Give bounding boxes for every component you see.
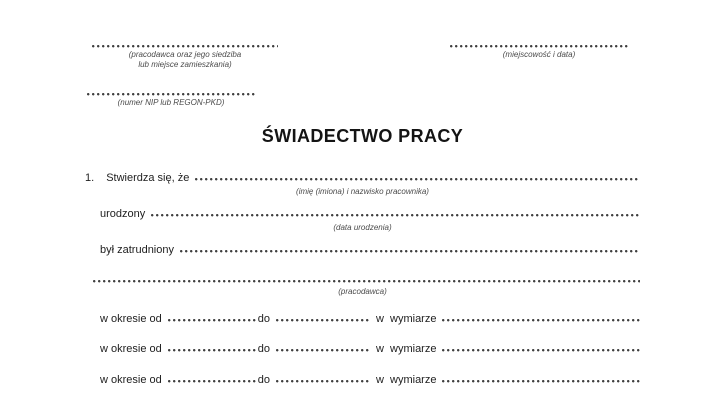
period-from-label: w okresie od <box>100 313 162 325</box>
period-to-fill <box>276 379 370 383</box>
period-to-fill <box>276 348 370 352</box>
employer-field-caption <box>92 50 278 70</box>
employer-caption: (pracodawca) <box>338 287 387 296</box>
period-extent-label: w wymiarze <box>376 343 437 355</box>
document-title: ŚWIADECTWO PRACY <box>261 126 464 146</box>
period-from-fill <box>168 348 258 352</box>
nip-fill-line <box>87 92 255 96</box>
period-from-fill <box>168 379 258 383</box>
employee-name-fill-line <box>195 177 640 181</box>
place-date-fill-line <box>450 44 628 48</box>
employment-fill-line <box>180 249 640 253</box>
period-extent-fill <box>442 379 640 383</box>
employment-row <box>100 244 640 257</box>
nip-field-caption: (numer NIP lub REGON-PKD) <box>117 98 225 107</box>
period-to-label: do <box>257 374 271 386</box>
birth-row <box>100 208 640 221</box>
employed-label: był zatrudniony <box>100 244 174 256</box>
employer-field-caption-line2: lub miejsce zamieszkania) <box>138 60 232 69</box>
born-label: urodzony <box>100 208 146 220</box>
period-extent-fill <box>442 318 640 322</box>
period-from-label: w okresie od <box>100 343 162 355</box>
employee-name-caption: (imię (imiona) i nazwisko pracownika) <box>296 187 429 196</box>
statement-label: Stwierdza się, że <box>106 172 190 184</box>
birth-date-caption: (data urodzenia) <box>333 223 392 232</box>
period-row <box>100 343 640 356</box>
period-to-label: do <box>257 313 271 325</box>
nip-field <box>87 92 255 108</box>
period-from-fill <box>168 318 258 322</box>
period-extent-label: w wymiarze <box>376 313 437 325</box>
employer-name-fill-line <box>93 279 640 283</box>
period-row <box>100 313 640 326</box>
period-from-label: w okresie od <box>100 374 162 386</box>
period-extent-label: w wymiarze <box>376 374 437 386</box>
statement-row <box>85 172 640 185</box>
period-to-label: do <box>257 343 271 355</box>
item-number: 1. <box>85 172 95 184</box>
place-date-caption: (miejscowość i data) <box>502 50 576 59</box>
birth-date-fill-line <box>151 213 640 217</box>
period-to-fill <box>276 318 370 322</box>
employer-fill-line <box>92 44 278 48</box>
period-row <box>100 374 640 387</box>
employer-field-caption-line1: (pracodawca oraz jego siedziba <box>128 50 242 59</box>
employer-field <box>92 44 278 70</box>
place-date-field <box>450 44 628 60</box>
period-extent-fill <box>442 348 640 352</box>
